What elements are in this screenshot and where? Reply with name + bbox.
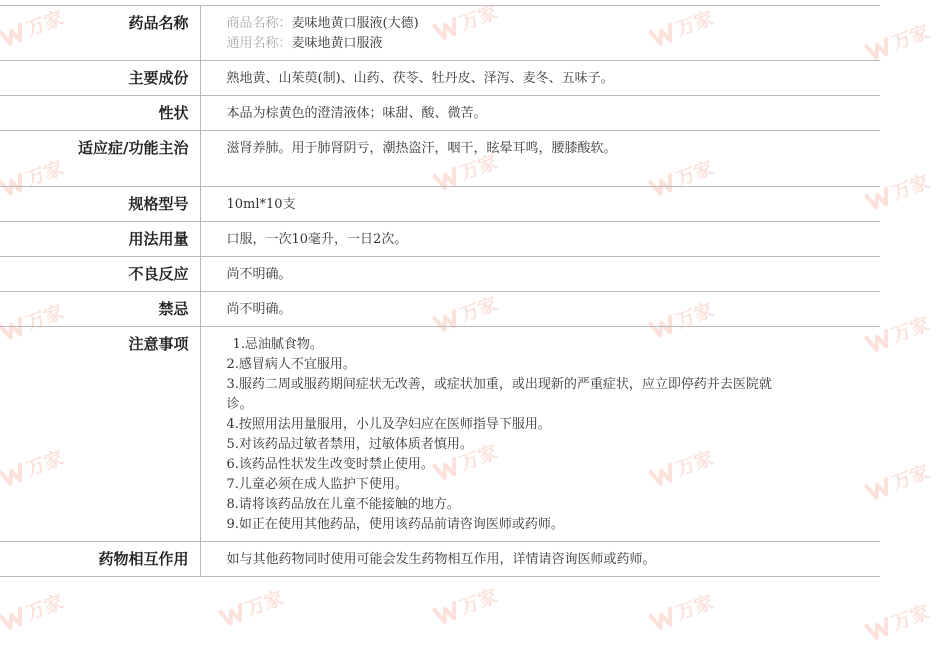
svg-text:万家: 万家 bbox=[457, 441, 501, 475]
row-value: 本品为棕黄色的澄清液体；味甜、酸、微苦。 bbox=[200, 96, 880, 131]
row-label: 注意事项 bbox=[0, 327, 200, 542]
precautions-list bbox=[227, 335, 871, 535]
row-value: 熟地黄、山茱萸(制)、山药、茯苓、牡丹皮、泽泻、麦冬、五味子。 bbox=[200, 61, 880, 96]
svg-text:万家: 万家 bbox=[23, 157, 67, 191]
list-item: 9.如正在使用其他药品，使用该药品前请咨询医师或药师。 bbox=[226, 517, 564, 532]
watermark-logo bbox=[216, 580, 297, 632]
list-item: 8.请将该药品放在儿童不能接触的地方。 bbox=[226, 497, 460, 512]
row-value: 如与其他药物同时使用可能会发生药物相互作用，详情请咨询医师或药师。 bbox=[200, 542, 880, 577]
row-label: 禁忌 bbox=[0, 292, 200, 327]
row-indications bbox=[0, 131, 880, 187]
svg-text:万家: 万家 bbox=[457, 1, 501, 35]
svg-text:万家: 万家 bbox=[23, 7, 67, 41]
row-label: 不良反应 bbox=[0, 257, 200, 292]
row-value: 10ml*10支 bbox=[200, 187, 880, 222]
row-label: 药物相互作用 bbox=[0, 542, 200, 577]
trade-name-line bbox=[227, 14, 871, 34]
row-label: 主要成份 bbox=[0, 61, 200, 96]
list-item: 2.感冒病人不宜服用。 bbox=[226, 357, 356, 372]
row-value: 滋肾养肺。用于肺肾阴亏，潮热盗汗，咽干，眩晕耳鸣，腰膝酸软。 bbox=[200, 131, 880, 187]
list-item: 3.服药二周或服药期间症状无改善，或症状加重，或出现新的严重症状，应立即停药并去医院就诊。 bbox=[226, 377, 772, 412]
svg-text:万家: 万家 bbox=[23, 301, 67, 335]
watermark-logo bbox=[646, 584, 727, 636]
svg-text:万家: 万家 bbox=[23, 447, 67, 481]
svg-text:万家: 万家 bbox=[457, 293, 501, 327]
list-item: 6.该药品性状发生改变时禁止使用。 bbox=[226, 457, 434, 472]
svg-text:万家: 万家 bbox=[673, 447, 717, 481]
svg-text:万家: 万家 bbox=[457, 151, 501, 185]
generic-name-value: 麦味地黄口服液 bbox=[291, 36, 383, 51]
list-item: 7.儿童必须在成人监护下使用。 bbox=[226, 477, 408, 492]
row-value: 尚不明确。 bbox=[200, 292, 880, 327]
row-drug-name bbox=[0, 6, 880, 61]
row-label: 适应症/功能主治 bbox=[0, 131, 200, 187]
row-label: 药品名称 bbox=[0, 6, 200, 61]
svg-text:万家: 万家 bbox=[243, 587, 287, 621]
row-value bbox=[200, 327, 880, 542]
svg-text:万家: 万家 bbox=[889, 171, 933, 205]
row-value: 口服，一次10毫升，一日2次。 bbox=[200, 222, 880, 257]
list-item: 1.忌油腻食物。 bbox=[232, 337, 323, 352]
svg-text:万家: 万家 bbox=[889, 601, 933, 635]
row-label: 用法用量 bbox=[0, 222, 200, 257]
svg-text:万家: 万家 bbox=[673, 7, 717, 41]
svg-text:万家: 万家 bbox=[673, 299, 717, 333]
svg-text:万家: 万家 bbox=[673, 157, 717, 191]
row-value bbox=[200, 6, 880, 61]
watermark-logo bbox=[862, 594, 943, 646]
svg-text:万家: 万家 bbox=[889, 461, 933, 495]
trade-name-key: 商品名称： bbox=[226, 16, 292, 31]
watermark-logo bbox=[0, 584, 76, 636]
svg-text:万家: 万家 bbox=[889, 313, 933, 347]
row-dosage bbox=[0, 222, 880, 257]
trade-name-value: 麦味地黄口服液(大德) bbox=[291, 16, 419, 31]
list-item: 4.按照用法用量服用，小儿及孕妇应在医师指导下服用。 bbox=[226, 417, 551, 432]
row-specification bbox=[0, 187, 880, 222]
row-precautions bbox=[0, 327, 880, 542]
list-item: 5.对该药品过敏者禁用，过敏体质者慎用。 bbox=[226, 437, 473, 452]
generic-name-line bbox=[227, 34, 871, 54]
svg-text:万家: 万家 bbox=[23, 591, 67, 625]
row-drug-interactions bbox=[0, 542, 880, 577]
row-adverse-reactions bbox=[0, 257, 880, 292]
row-label: 规格型号 bbox=[0, 187, 200, 222]
svg-text:万家: 万家 bbox=[673, 591, 717, 625]
svg-text:万家: 万家 bbox=[889, 21, 933, 55]
row-ingredients bbox=[0, 61, 880, 96]
generic-name-key: 通用名称： bbox=[226, 36, 292, 51]
drug-spec-table bbox=[0, 5, 880, 577]
row-value: 尚不明确。 bbox=[200, 257, 880, 292]
row-label: 性状 bbox=[0, 96, 200, 131]
svg-text:万家: 万家 bbox=[457, 585, 501, 619]
row-appearance bbox=[0, 96, 880, 131]
row-contraindications bbox=[0, 292, 880, 327]
watermark-logo bbox=[430, 578, 511, 630]
